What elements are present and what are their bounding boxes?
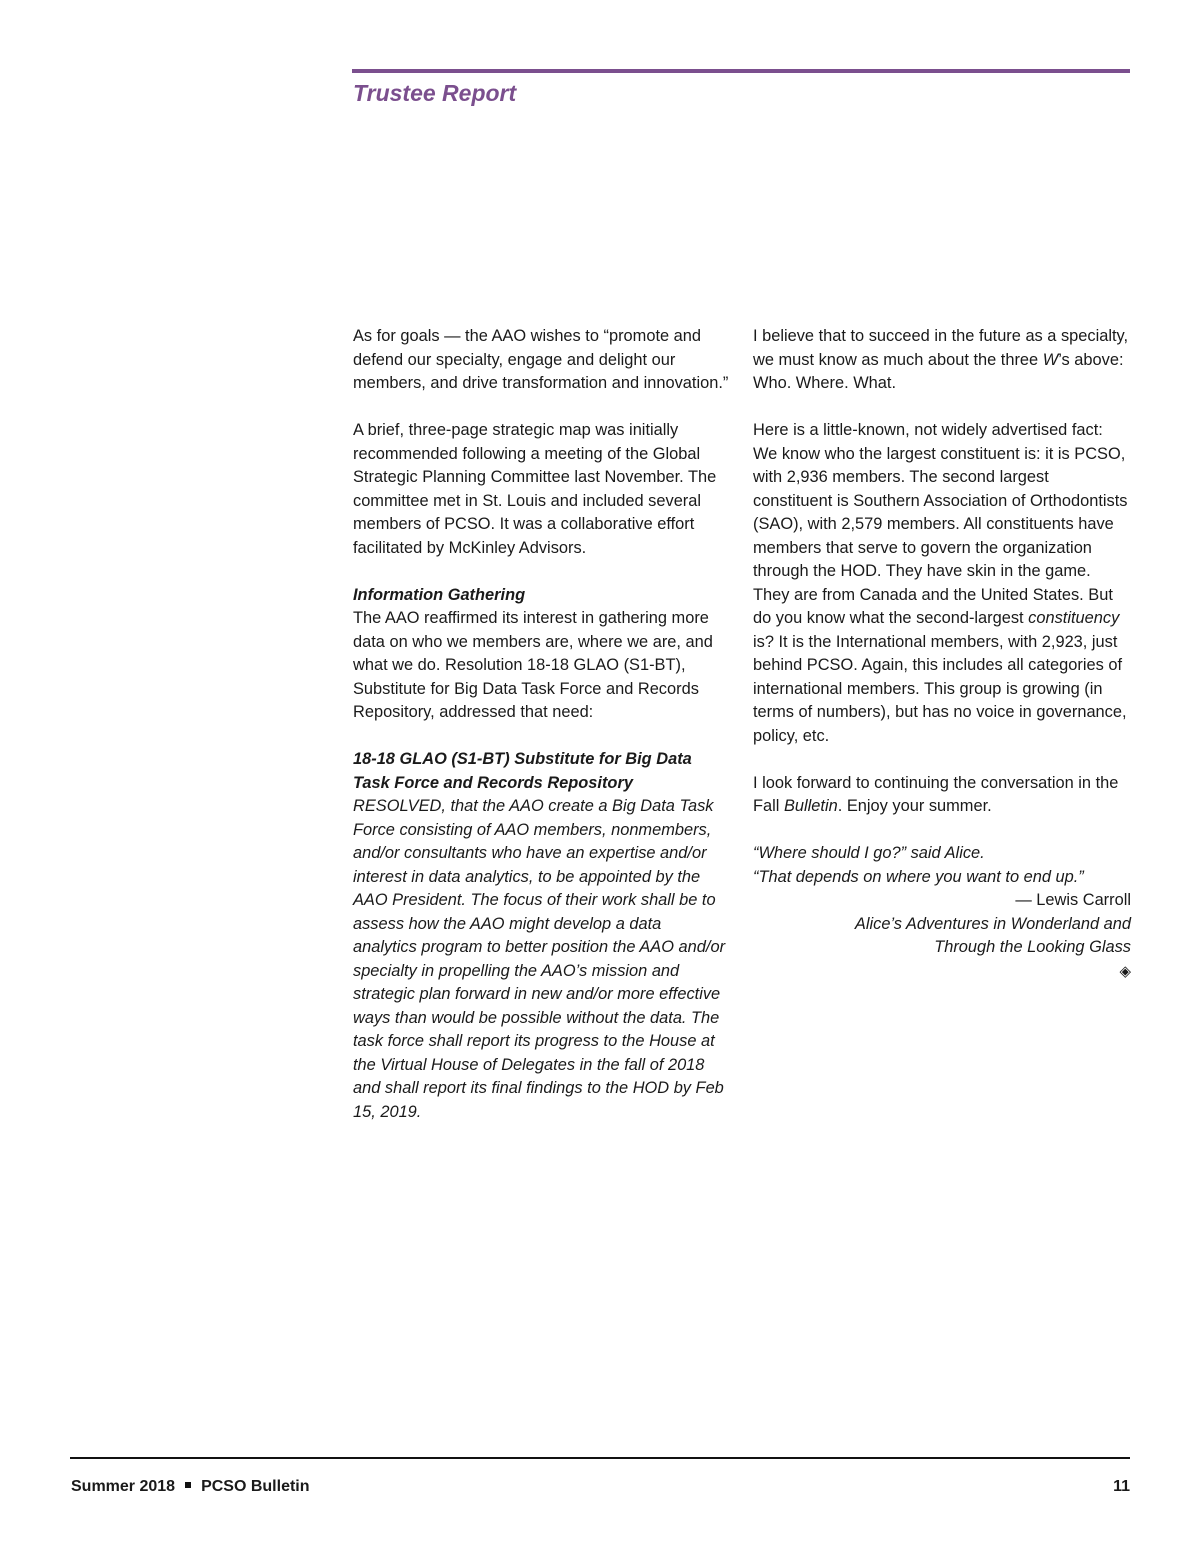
text: I look forward to continuing the conversation in the Fall <box>753 773 1119 815</box>
text: I believe that to succeed in the future as a specialty, we must know as much about the three <box>753 327 1129 369</box>
quote-line-1: “Where should I go?” said Alice. <box>753 844 985 862</box>
paragraph-constituents <box>753 419 1131 748</box>
paragraph-closing <box>753 772 1131 819</box>
text-italic: Bulletin <box>783 797 838 815</box>
page-number: 11 <box>1113 1478 1130 1495</box>
paragraph-three-ws <box>753 325 1131 396</box>
footer-publication: PCSO Bulletin <box>201 1478 310 1495</box>
subhead-information-gathering: Information Gathering <box>353 585 526 604</box>
resolution-text: RESOLVED, that the AAO create a Big Data Task Force consisting of AAO members, nonmembers, and/or consultants who have an expertise and/or interest in data analytics, to be appointed by the AAO President. The focus of their work shall be to assess how the AAO might develop a data analytics program to better position the AAO and/or specialty in propelling the AAO’s mission and strategic plan forward in new and/or more effective ways than would be possible without the data. The task force shall report its progress to the House at the Virtual House of Delegates in the fall of 2018 and shall report its final findings to the HOD by Feb 15, 2019. <box>353 797 726 1121</box>
end-of-article-icon: ◈ <box>1119 962 1131 980</box>
left-column <box>353 325 729 1124</box>
right-column <box>753 325 1131 983</box>
quote-attribution: — Lewis Carroll <box>1015 891 1131 909</box>
header-rule <box>352 69 1130 73</box>
bullet-separator <box>185 1482 191 1488</box>
quote-source-2: Through the Looking Glass <box>934 938 1131 956</box>
footer-issue <box>71 1478 310 1496</box>
quote-source-1: Alice’s Adventures in Wonderland and <box>854 914 1131 933</box>
section-title: Trustee Report <box>353 80 517 106</box>
text-italic: constituency <box>1028 609 1120 627</box>
text-italic: W <box>1042 350 1059 369</box>
paragraph-strategic-map: A brief, three-page strategic map was initially recommended following a meeting of the Global Strategic Planning Committee last November. The committee met in St. Louis and included several members of PCSO. It was a collaborative effort facilitated by McKinley Advisors. <box>353 421 717 557</box>
text: ’s above: Who. Where. What. <box>753 350 1124 392</box>
text: is? It is the International members, with 2,923, just behind PCSO. Again, this includes all categories of international members. This group is growing (in terms of numbers), but has no voice in governance, policy, etc. <box>753 632 1127 745</box>
footer-issue-date: Summer 2018 <box>71 1478 176 1495</box>
text: . Enjoy your summer. <box>837 797 992 815</box>
text: Here is a little-known, not widely advertised fact: We know who the largest constituent is: it is PCSO, with 2,936 members. The second largest constituent is Southern Association of Orthodontists (SAO), with 2,579 members. All constituents have members that serve to govern the organization through the HOD. They have skin in the game. They are from Canada and the United States. But do you know what the second-largest <box>753 421 1128 627</box>
quote-line-2: “That depends on where you want to end up.” <box>753 867 1084 886</box>
footer-rule <box>70 1457 1130 1459</box>
resolution-title: 18-18 GLAO (S1-BT) Substitute for Big Data Task Force and Records Repository <box>353 750 692 792</box>
paragraph-data: The AAO reaffirmed its interest in gathering more data on who we members are, where we are, and what we do. Resolution 18-18 GLAO (S1-BT), Substitute for Big Data Task Force and Records Repository, addressed that need: <box>353 609 713 721</box>
paragraph-goals: As for goals — the AAO wishes to “promote and defend our specialty, engage and delight our members, and drive transformation and innovation.” <box>353 327 729 392</box>
